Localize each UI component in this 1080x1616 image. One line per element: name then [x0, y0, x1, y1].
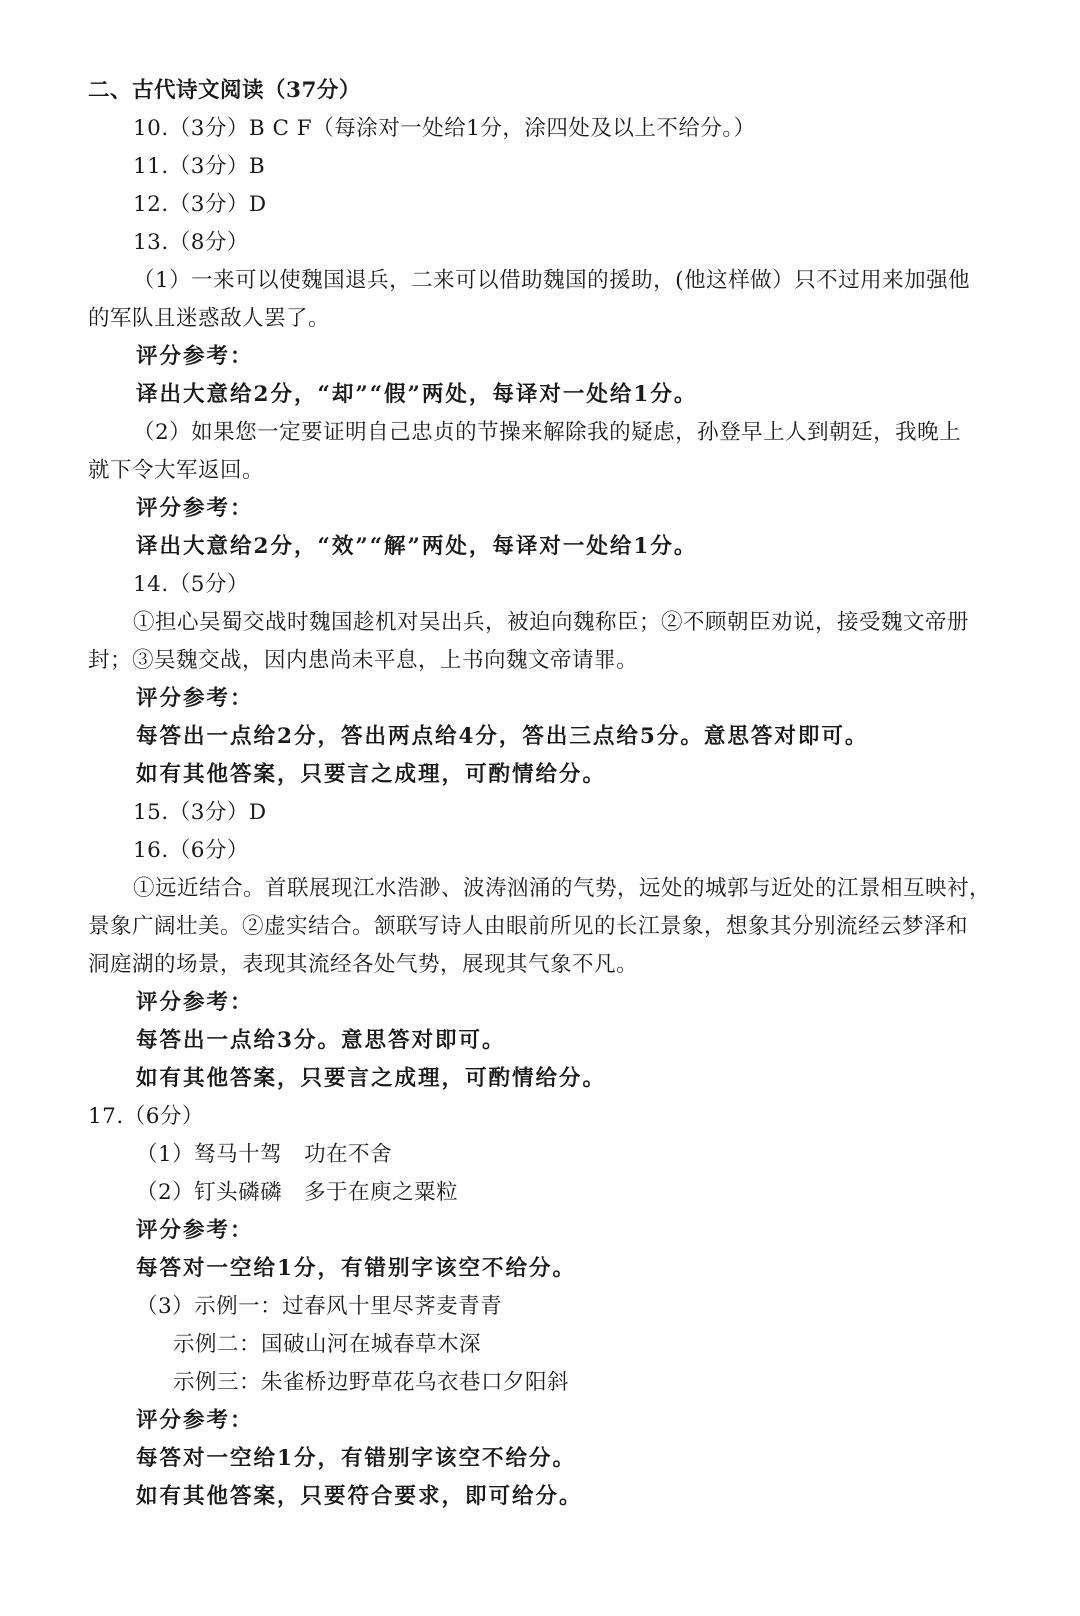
q13-grading-label-1: 评分参考： — [136, 344, 254, 369]
q16-answer-line1: ①远近结合。首联展现江水浩渺、波涛汹涌的气势，远处的城郭与近处的江景相互映衬， — [133, 876, 992, 901]
q17-grading-text-3: 如有其他答案，只要符合要求，即可给分。 — [136, 1484, 583, 1509]
q11-answer: 11.（3分）B — [133, 154, 266, 179]
q17-grading-label-1: 评分参考： — [136, 1218, 254, 1243]
q14-answer-line1: ①担心吴蜀交战时魏国趁机对吴出兵，被迫向魏称臣；②不顾朝臣劝说，接受魏文帝册 — [133, 610, 970, 635]
q14-answer-line2: 封；③吴魏交战，因内患尚未平息，上书向魏文帝请罪。 — [88, 648, 639, 673]
q17-header: 17.（6分） — [88, 1104, 204, 1129]
q13-grading-text-2: 译出大意给2分，“效”“解”两处，每译对一处给1分。 — [136, 534, 698, 559]
q13-grading-label-2: 评分参考： — [136, 496, 254, 521]
q13-grading-text-1: 译出大意给2分，“却”“假”两处，每译对一处给1分。 — [136, 382, 698, 407]
q17-answer1: （1）驽马十驾 功在不舍 — [136, 1142, 393, 1167]
q17-answer3-example2: 示例二：国破山河在城春草木深 — [173, 1332, 482, 1357]
q17-answer3-example3: 示例三：朱雀桥边野草花乌衣巷口夕阳斜 — [173, 1370, 570, 1395]
q17-answer3-example1: （3）示例一：过春风十里尽荠麦青青 — [136, 1294, 503, 1319]
q17-grading-label-2: 评分参考： — [136, 1408, 254, 1433]
q14-grading-label: 评分参考： — [136, 686, 254, 711]
q14-grading-text-1: 每答出一点给2分，答出两点给4分，答出三点给5分。意思答对即可。 — [136, 724, 869, 749]
q16-answer-line2: 景象广阔壮美。②虚实结合。颔联写诗人由眼前所见的长江景象，想象其分别流经云梦泽和 — [88, 914, 969, 939]
q13-answer1-line1: （1）一来可以使魏国退兵，二来可以借助魏国的援助，(他这样做）只不过用来加强他 — [133, 268, 971, 293]
q16-answer-line3: 洞庭湖的场景，表现其流经各处气势，展现其气象不凡。 — [88, 952, 639, 977]
q13-answer2-line2: 就下令大军返回。 — [88, 458, 265, 483]
q13-answer1-line2: 的军队且迷惑敌人罢了。 — [88, 306, 331, 331]
q10-answer: 10.（3分）B C F（每涂对一处给1分，涂四处及以上不给分。） — [133, 116, 756, 141]
q16-header: 16.（6分） — [133, 838, 249, 863]
q13-answer2-line1: （2）如果您一定要证明自己忠贞的节操来解除我的疑虑，孙登早上人到朝廷，我晚上 — [133, 420, 962, 445]
q12-answer: 12.（3分）D — [133, 192, 267, 217]
q17-grading-text-2: 每答对一空给1分，有错别字该空不给分。 — [136, 1446, 576, 1471]
q16-grading-text-1: 每答出一点给3分。意思答对即可。 — [136, 1028, 506, 1053]
q14-header: 14.（5分） — [133, 572, 249, 597]
q14-grading-text-2: 如有其他答案，只要言之成理，可酌情给分。 — [136, 762, 607, 787]
q17-grading-text-1: 每答对一空给1分，有错别字该空不给分。 — [136, 1256, 576, 1281]
q17-answer2: （2）钉头磷磷 多于在庾之粟粒 — [136, 1180, 459, 1205]
section-heading: 二、古代诗文阅读（37分） — [88, 78, 361, 103]
q16-grading-text-2: 如有其他答案，只要言之成理，可酌情给分。 — [136, 1066, 607, 1091]
q15-answer: 15.（3分）D — [133, 800, 267, 825]
q13-header: 13.（8分） — [133, 230, 249, 255]
q16-grading-label: 评分参考： — [136, 990, 254, 1015]
